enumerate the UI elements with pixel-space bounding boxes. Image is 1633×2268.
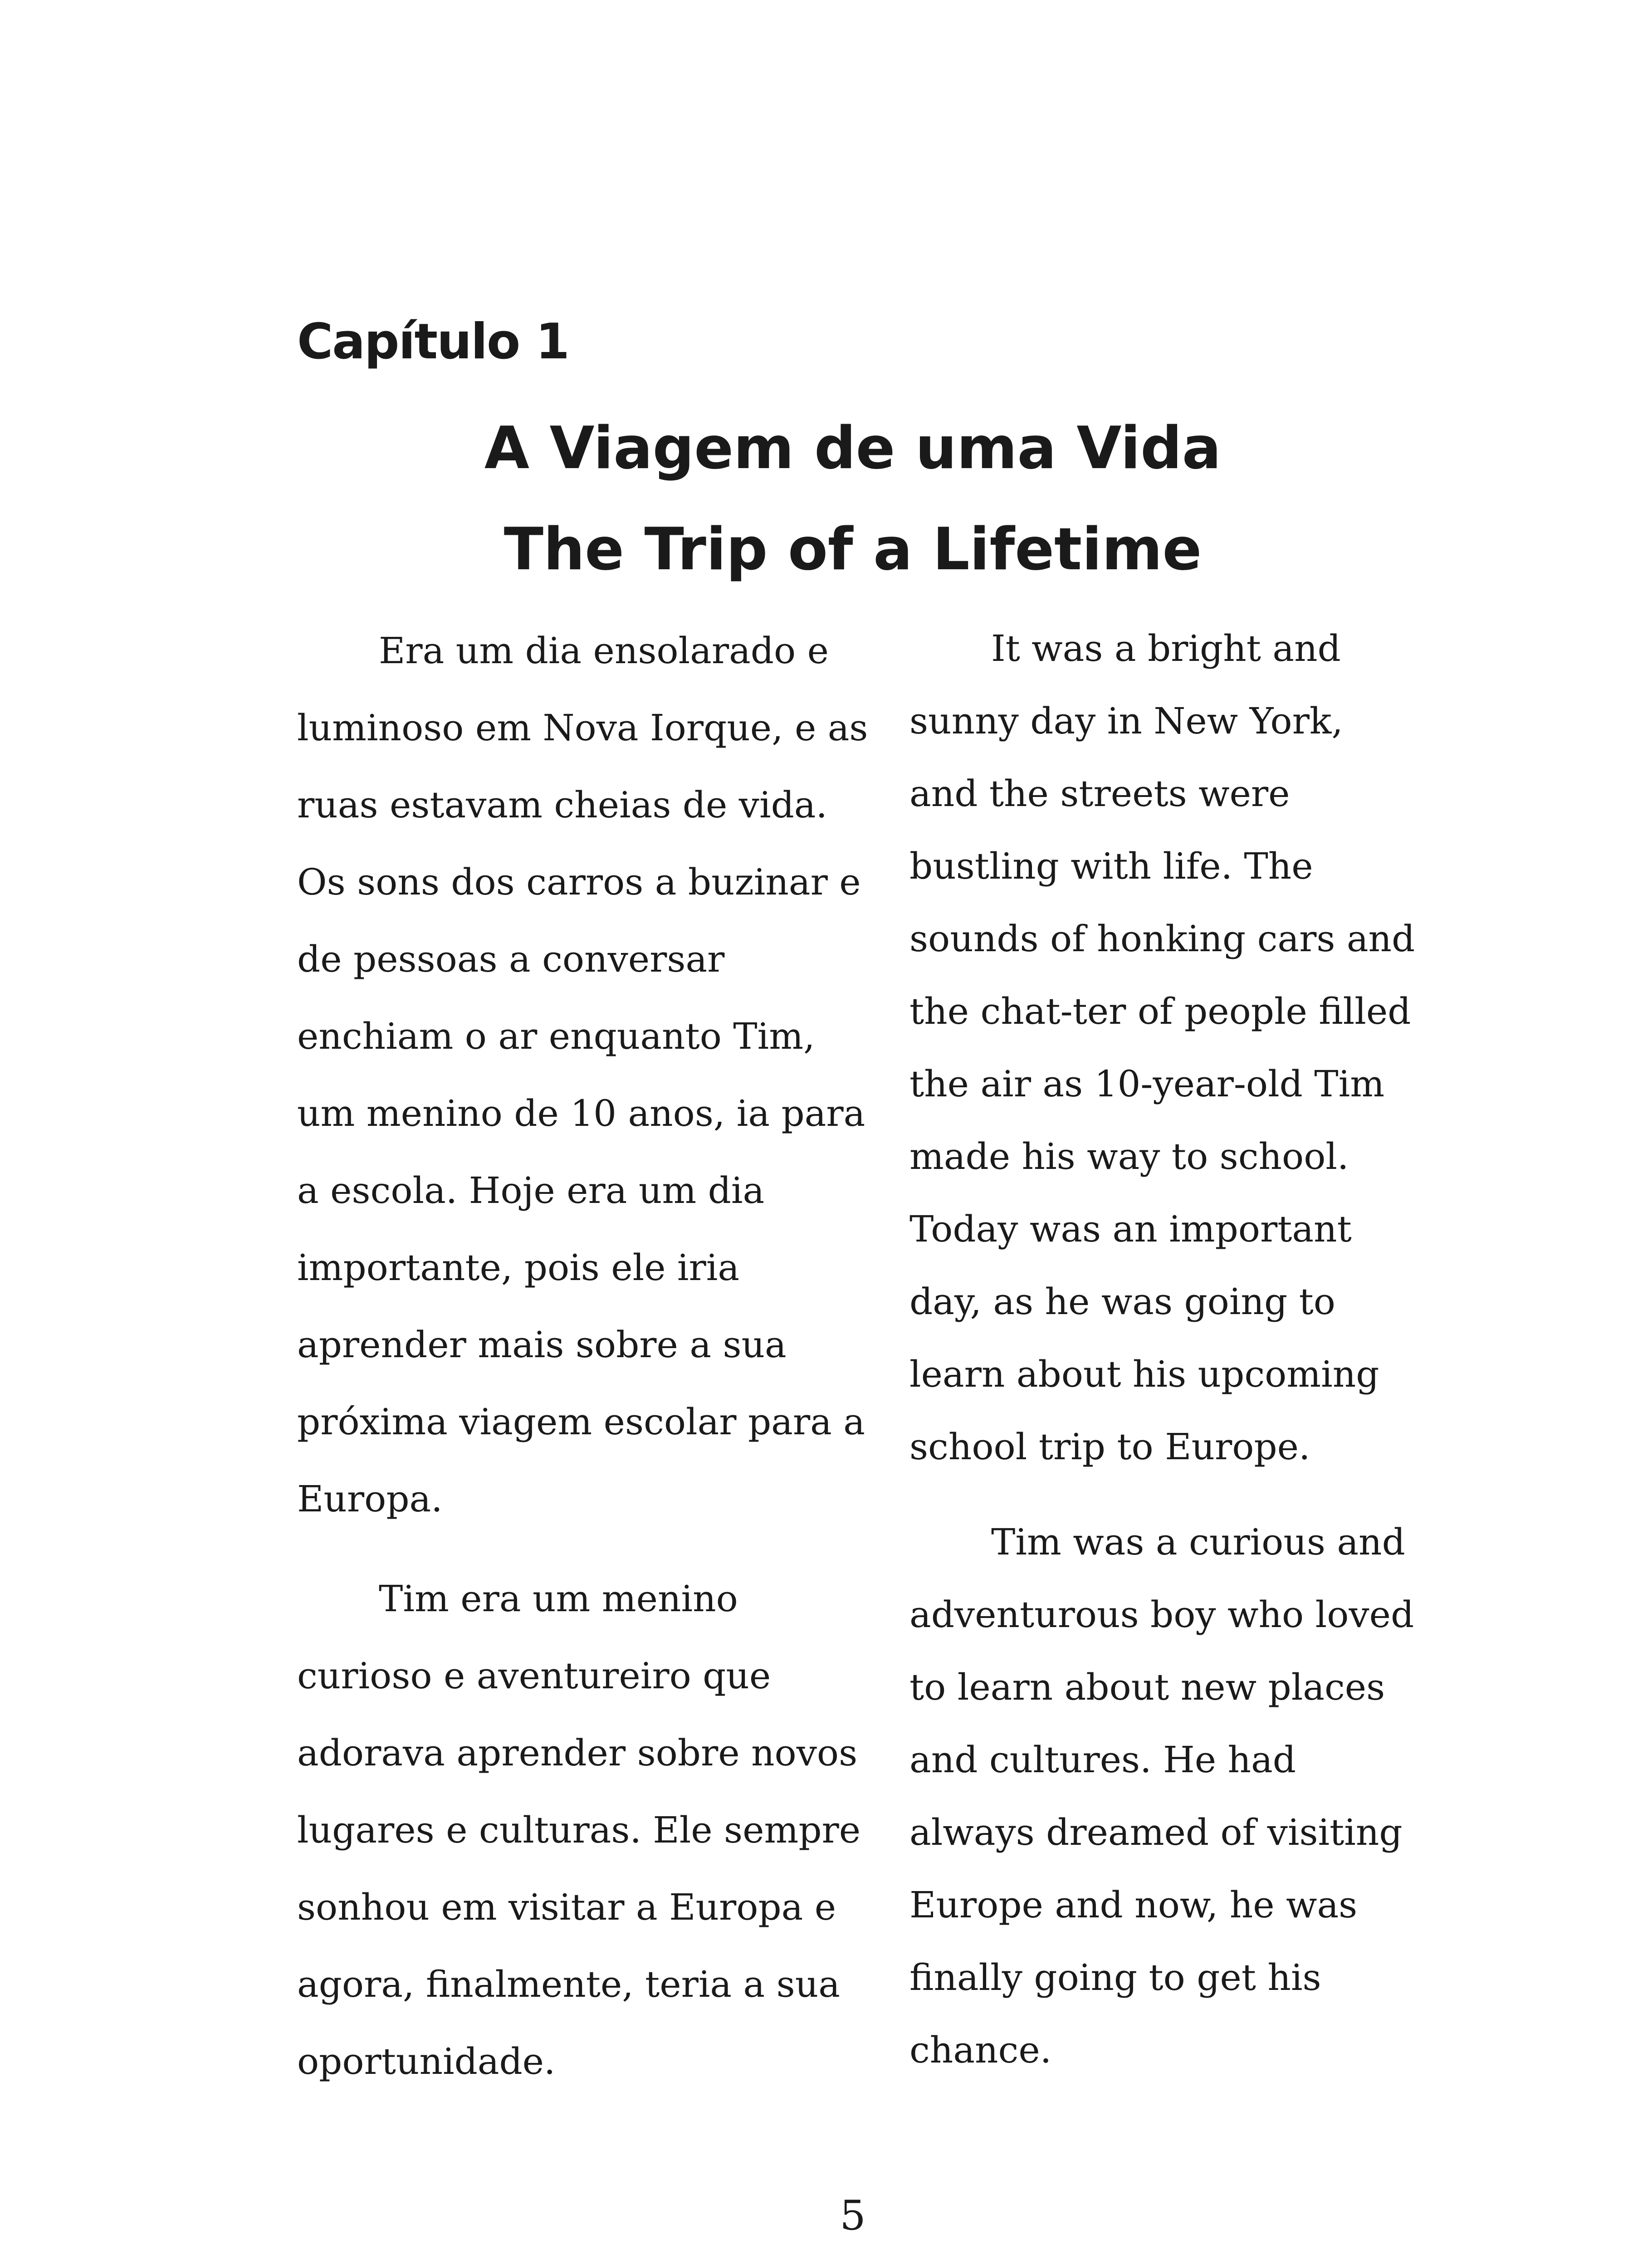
chapter-label: Capítulo 1 bbox=[297, 313, 569, 370]
english-paragraph-2: Tim was a curious and adventurous boy who loved to learn about new places and cultures. He had always dreamed of visiting Europe and now, he was finally going to get his chance. bbox=[909, 1521, 1414, 2071]
page-number: 5 bbox=[840, 2192, 866, 2239]
portuguese-paragraph-1: Era um dia ensolarado e luminoso em Nova Iorque, e as ruas estavam cheias de vida. Os sons dos carros a buzinar e de pessoas a conversar enchiam o ar enquanto Tim, um menino de 10 anos, ia para a escola. Hoje era um dia importante, pois ele iria aprender mais sobre a sua próxima viagem escolar para a Europa. bbox=[297, 630, 868, 1520]
title-portuguese: A Viagem de uma Vida bbox=[484, 415, 1222, 482]
title-english: The Trip of a Lifetime bbox=[504, 516, 1202, 583]
english-column bbox=[909, 612, 1418, 2087]
portuguese-column bbox=[297, 612, 878, 2100]
english-paragraph-1: It was a bright and sunny day in New York, and the streets were bustling with life. The sounds of honking cars and the chat-ter of people filled the air as 10-year-old Tim made his way to school. Today was an important day, as he was going to learn about his upcoming school trip to Europe. bbox=[909, 627, 1415, 1468]
portuguese-paragraph-2: Tim era um menino curioso e aventureiro que adorava aprender sobre novos lugares e culturas. Ele sempre sonhou em visitar a Europa e agora, finalmente, teria a sua oportunidade. bbox=[297, 1578, 861, 2082]
